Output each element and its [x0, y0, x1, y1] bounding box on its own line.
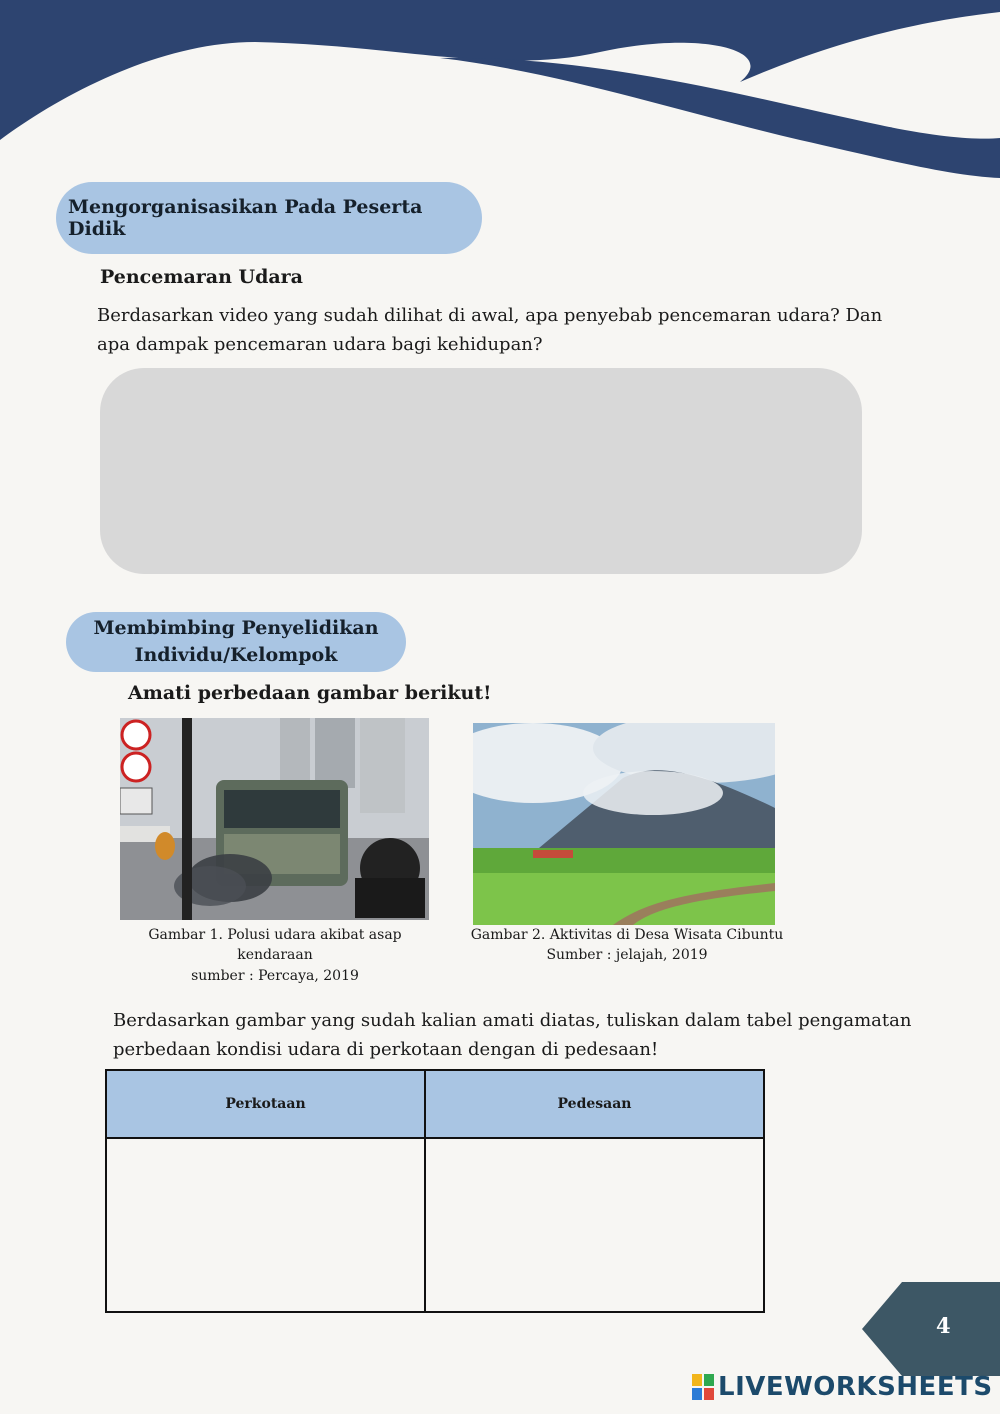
section-heading-investigation: Membimbing Penyelidikan Individu/Kelompok — [66, 612, 406, 672]
liveworksheets-logo — [692, 1372, 993, 1402]
page-number-tab — [862, 1282, 1000, 1376]
question-text-1: Berdasarkan video yang sudah dilihat di awal, apa penyebab pencemaran udara? Dan apa dampak pencemaran udara bagi kehidupan? — [97, 305, 883, 355]
page-number: 4 — [936, 1313, 951, 1338]
figure1-source: sumber : Percaya, 2019 — [191, 967, 359, 984]
figure2-caption: Gambar 2. Aktivitas di Desa Wisata Cibuntu — [470, 927, 784, 943]
figure2-caption-block — [466, 925, 788, 966]
answer-input-box[interactable] — [100, 368, 862, 574]
observation-table — [105, 1069, 765, 1313]
liveworksheets-icon — [692, 1374, 714, 1400]
question-text-2: Berdasarkan gambar yang sudah kalian amati diatas, tuliskan dalam tabel pengamatan perbedaan kondisi udara di perkotaan dengan di pedesaan! — [113, 1010, 912, 1060]
table-cell-perkotaan[interactable] — [106, 1138, 425, 1312]
table-header-pedesaan: Pedesaan — [425, 1070, 764, 1138]
figure1-caption-block — [110, 925, 440, 986]
instruction-title: Amati perbedaan gambar berikut! — [128, 682, 492, 704]
village-landscape-image — [473, 723, 775, 925]
table-header-perkotaan: Perkotaan — [106, 1070, 425, 1138]
figure1-caption: Gambar 1. Polusi udara akibat asap kendaraan — [148, 927, 402, 964]
section-heading-organize: Mengorganisasikan Pada Peserta Didik — [56, 182, 482, 254]
topic-title: Pencemaran Udara — [100, 266, 303, 288]
header-wave — [0, 0, 1000, 185]
liveworksheets-text: LIVEWORKSHEETS — [718, 1372, 993, 1402]
table-cell-pedesaan[interactable] — [425, 1138, 764, 1312]
city-pollution-image — [120, 718, 429, 920]
figure2-source: Sumber : jelajah, 2019 — [546, 947, 708, 964]
